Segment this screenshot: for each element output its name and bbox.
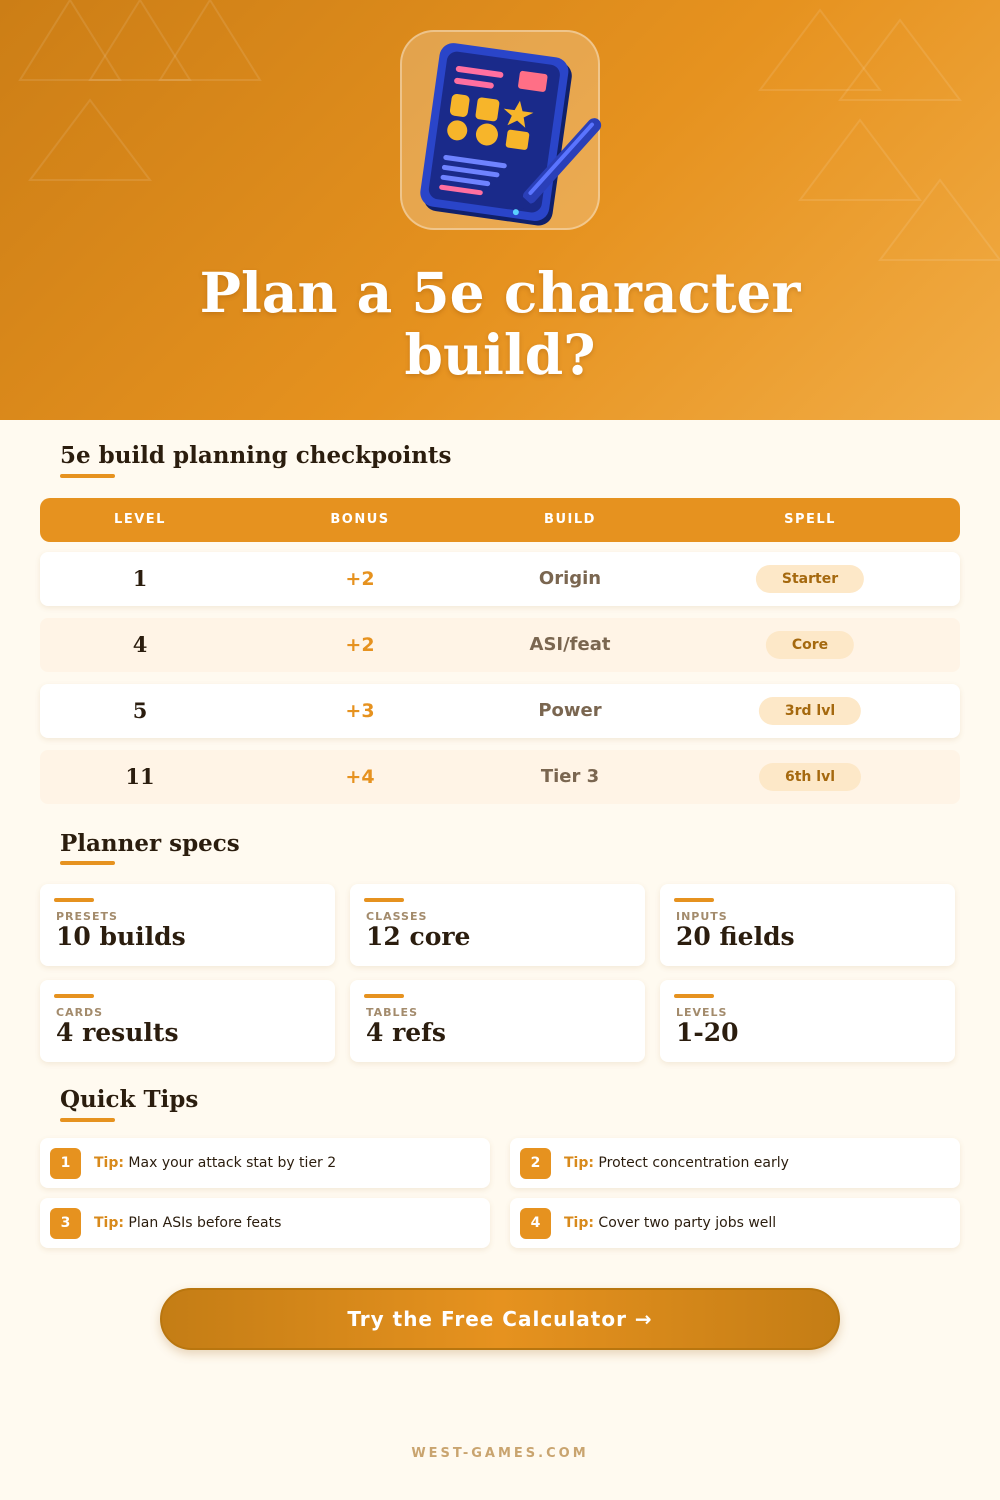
spec-value: 1-20 — [676, 1018, 739, 1047]
build-cell: Origin — [538, 568, 602, 589]
spec-accent-bar — [54, 994, 94, 998]
try-calculator-button[interactable]: Try the Free Calculator → — [160, 1288, 840, 1350]
spec-label: PRESETS — [56, 910, 118, 923]
build-cell: Tier 3 — [540, 766, 600, 787]
column-header-build: BUILD — [544, 512, 596, 527]
tip-card — [510, 1138, 960, 1188]
tip-card — [40, 1198, 490, 1248]
tip-card — [40, 1138, 490, 1188]
bonus-cell: +2 — [345, 568, 375, 590]
tip-prefix: Tip: — [94, 1155, 124, 1171]
tip-body: Protect concentration early — [598, 1155, 789, 1171]
tip-number-badge: 4 — [520, 1208, 551, 1239]
bonus-cell: +2 — [345, 634, 375, 656]
spell-badge: Starter — [756, 565, 864, 593]
tip-text — [94, 1138, 336, 1188]
checkpoints-heading-underline — [60, 474, 115, 478]
tip-text — [564, 1198, 776, 1248]
spec-accent-bar — [364, 994, 404, 998]
specs-heading-underline — [60, 861, 115, 865]
column-header-bonus: BONUS — [330, 512, 390, 527]
build-cell: ASI/feat — [529, 634, 611, 655]
spec-card — [350, 884, 645, 966]
level-cell: 11 — [125, 764, 155, 789]
tip-number-badge: 3 — [50, 1208, 81, 1239]
spec-accent-bar — [364, 898, 404, 902]
page-title: Plan a 5e character build? — [199, 260, 801, 387]
tip-number-badge: 2 — [520, 1148, 551, 1179]
spec-value: 4 refs — [366, 1018, 447, 1047]
table-row — [40, 684, 960, 738]
spec-value: 12 core — [366, 922, 471, 951]
spec-label: INPUTS — [676, 910, 728, 923]
spec-value: 20 fields — [676, 922, 795, 951]
level-cell: 5 — [132, 698, 148, 723]
bonus-cell: +3 — [345, 700, 375, 722]
bonus-cell: +4 — [345, 766, 375, 788]
column-header-spell: SPELL — [784, 512, 836, 527]
app-icon-tile — [400, 30, 600, 230]
spec-label: LEVELS — [676, 1006, 728, 1019]
tips-heading-underline — [60, 1118, 115, 1122]
tip-number-badge: 1 — [50, 1148, 81, 1179]
tip-text — [564, 1138, 789, 1188]
spell-badge: Core — [766, 631, 854, 659]
footer-site-name: WEST-GAMES.COM — [411, 1446, 589, 1461]
specs-heading: Planner specs — [60, 830, 240, 857]
checkpoints-heading: 5e build planning checkpoints — [60, 442, 452, 469]
tip-body: Max your attack stat by tier 2 — [128, 1155, 337, 1171]
tip-prefix: Tip: — [94, 1215, 124, 1231]
table-row — [40, 750, 960, 804]
spec-card — [660, 884, 955, 966]
spec-accent-bar — [54, 898, 94, 902]
tip-text — [94, 1198, 281, 1248]
level-cell: 4 — [132, 632, 148, 657]
tip-prefix: Tip: — [564, 1215, 594, 1231]
tip-body: Cover two party jobs well — [598, 1215, 777, 1231]
table-row — [40, 552, 960, 606]
tips-heading: Quick Tips — [60, 1086, 199, 1113]
tip-prefix: Tip: — [564, 1155, 594, 1171]
calculator-tablet-stylus-icon — [402, 32, 602, 232]
build-cell: Power — [538, 700, 602, 721]
column-header-level: LEVEL — [114, 512, 166, 527]
spec-label: CLASSES — [366, 910, 428, 923]
spec-accent-bar — [674, 994, 714, 998]
spec-label: TABLES — [366, 1006, 418, 1019]
tip-body: Plan ASIs before feats — [128, 1215, 282, 1231]
spec-card — [660, 980, 955, 1062]
level-cell: 1 — [132, 566, 148, 591]
spec-label: CARDS — [56, 1006, 104, 1019]
spec-accent-bar — [674, 898, 714, 902]
spec-card — [350, 980, 645, 1062]
spell-badge: 3rd lvl — [759, 697, 861, 725]
table-row — [40, 618, 960, 672]
spec-card — [40, 884, 335, 966]
spell-badge: 6th lvl — [759, 763, 861, 791]
spec-card — [40, 980, 335, 1062]
hero-banner — [0, 0, 1000, 420]
spec-value: 4 results — [56, 1018, 179, 1047]
spec-value: 10 builds — [56, 922, 186, 951]
checkpoints-table-header — [40, 498, 960, 542]
tip-card — [510, 1198, 960, 1248]
